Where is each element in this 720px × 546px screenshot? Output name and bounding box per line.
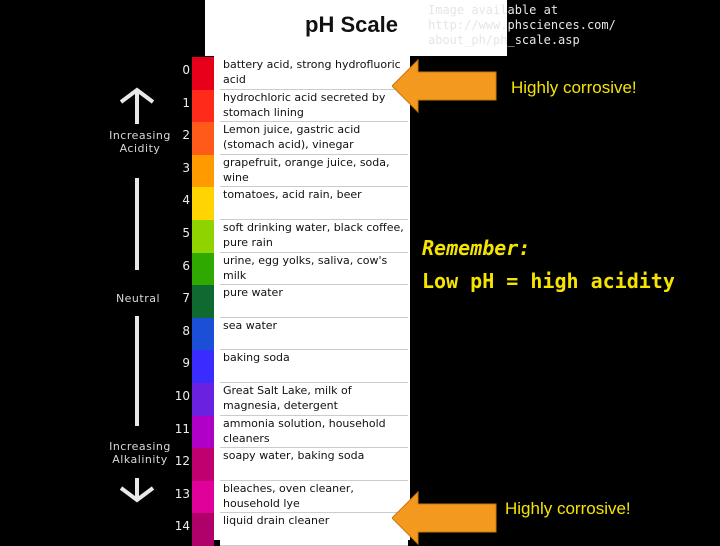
ph-number: 8 xyxy=(182,323,190,338)
down-arrow-icon xyxy=(117,478,157,508)
ph-number: 14 xyxy=(174,519,190,534)
ph-number: 6 xyxy=(182,258,190,273)
neutral-label: Neutral xyxy=(115,292,161,305)
ph-color-band xyxy=(192,57,214,90)
alkalinity-bar xyxy=(135,316,139,426)
ph-description: ammonia solution, household cleaners xyxy=(220,416,408,449)
ph-color-band xyxy=(192,220,214,253)
ph-description: battery acid, strong hydrofluoric acid xyxy=(220,57,408,90)
increasing-alkalinity-label: Increasing Alkalinity xyxy=(109,440,171,466)
increasing-acidity-label: Increasing Acidity xyxy=(109,129,171,155)
ph-color-band xyxy=(192,285,214,318)
ph-number: 7 xyxy=(182,291,190,306)
ph-description: pure water xyxy=(220,285,408,318)
ph-color-band xyxy=(192,383,214,416)
ph-color-band xyxy=(192,90,214,123)
ph-color-band xyxy=(192,350,214,383)
remember-title: Remember: xyxy=(422,236,531,260)
highly-corrosive-top: Highly corrosive! xyxy=(511,78,637,97)
ph-number: 3 xyxy=(182,160,190,175)
ph-number: 9 xyxy=(182,356,190,371)
ph-color-band xyxy=(192,448,214,481)
ph-scale-title: pH Scale xyxy=(305,12,398,37)
ph-color-band xyxy=(192,122,214,155)
ph-number: 2 xyxy=(182,128,190,143)
ph-description: grapefruit, orange juice, soda, wine xyxy=(220,155,408,188)
ph-number: 0 xyxy=(182,63,190,77)
ph-number: 12 xyxy=(174,454,190,469)
left-arrow-icon xyxy=(392,490,498,546)
highly-corrosive-bottom: Highly corrosive! xyxy=(505,499,631,518)
ph-color-band xyxy=(192,253,214,286)
remember-line: Low pH = high acidity xyxy=(422,269,675,293)
ph-description: Great Salt Lake, milk of magnesia, detergent xyxy=(220,383,408,416)
ph-description: tomatoes, acid rain, beer xyxy=(220,187,408,220)
ph-number: 13 xyxy=(174,486,190,501)
ph-description: sea water xyxy=(220,318,408,351)
ph-color-band xyxy=(192,481,214,514)
ph-description: soft drinking water, black coffee, pure rain xyxy=(220,220,408,253)
image-source-note: Image available at http://www.phsciences.com/ about_ph/ph_scale.asp xyxy=(428,3,616,47)
ph-description: urine, egg yolks, saliva, cow's milk xyxy=(220,253,408,286)
ph-number: 10 xyxy=(174,389,190,403)
ph-color-band xyxy=(192,318,214,351)
ph-color-band xyxy=(192,187,214,220)
ph-description: liquid drain cleaner xyxy=(220,513,408,546)
ph-number: 1 xyxy=(182,95,190,110)
ph-number: 11 xyxy=(174,421,190,436)
ph-description: soapy water, baking soda xyxy=(220,448,408,481)
acidity-bar xyxy=(135,178,139,270)
ph-number: 5 xyxy=(182,226,190,240)
left-arrow-icon xyxy=(392,58,498,114)
ph-color-band xyxy=(192,513,214,546)
ph-description: Lemon juice, gastric acid (stomach acid), vinegar xyxy=(220,122,408,155)
ph-description: hydrochloric acid secreted by stomach lining xyxy=(220,90,408,123)
ph-number: 4 xyxy=(182,193,190,208)
ph-description: bleaches, oven cleaner, household lye xyxy=(220,481,408,514)
remember-note xyxy=(422,232,675,298)
ph-description: baking soda xyxy=(220,350,408,383)
ph-color-band xyxy=(192,416,214,449)
up-arrow-icon xyxy=(117,84,157,124)
ph-color-band xyxy=(192,155,214,188)
